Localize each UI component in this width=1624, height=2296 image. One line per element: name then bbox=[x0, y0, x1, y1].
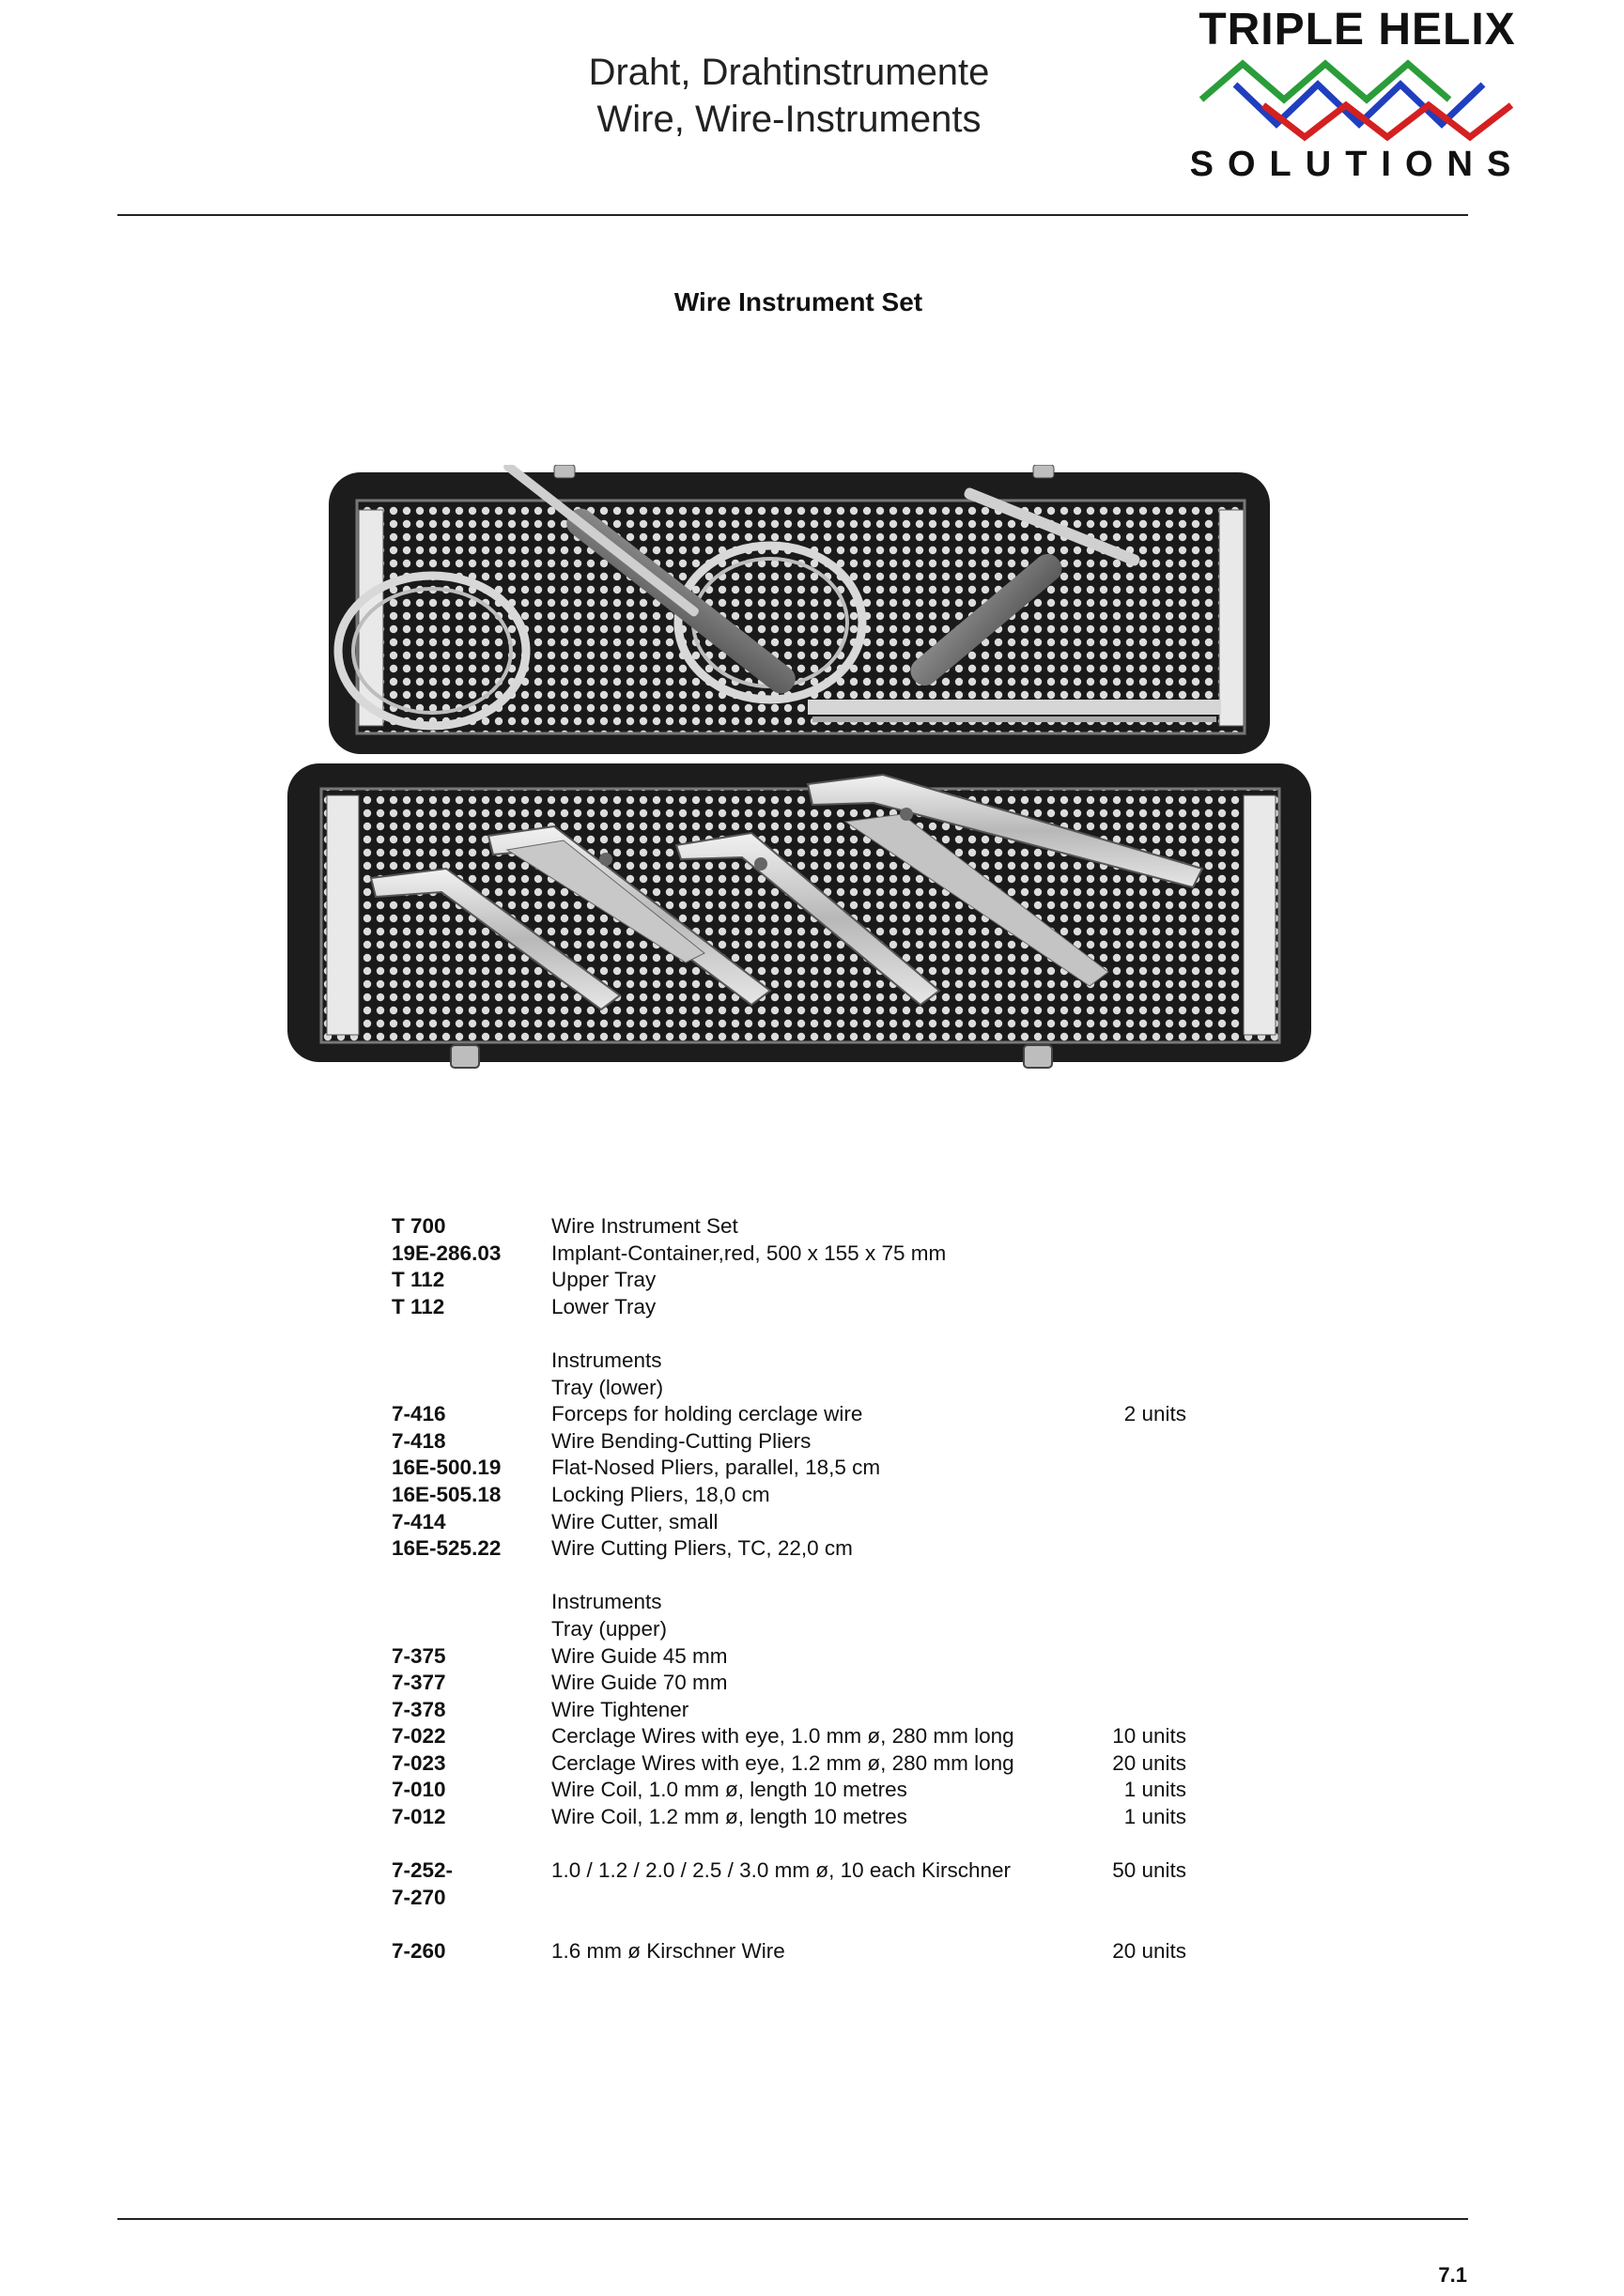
part-code: 7-023 bbox=[392, 1750, 446, 1775]
parts-row bbox=[392, 1320, 1237, 1348]
part-quantity: 1 units bbox=[1123, 1778, 1186, 1802]
parts-row bbox=[392, 1267, 1237, 1294]
part-description: Instruments bbox=[551, 1348, 662, 1372]
part-code: 7-414 bbox=[392, 1509, 446, 1533]
parts-row bbox=[392, 1401, 1237, 1428]
part-description: Cerclage Wires with eye, 1.2 mm ø, 280 mm long bbox=[551, 1750, 1014, 1775]
part-code: 7-010 bbox=[392, 1778, 446, 1802]
part-code: 16E-525.22 bbox=[392, 1536, 502, 1561]
parts-row bbox=[392, 1213, 1237, 1240]
page-header-title bbox=[357, 49, 1221, 143]
parts-row bbox=[392, 1885, 1237, 1912]
parts-row bbox=[392, 1348, 1237, 1375]
parts-row bbox=[392, 1831, 1237, 1858]
parts-row bbox=[392, 1563, 1237, 1590]
parts-row bbox=[392, 1938, 1237, 1965]
part-quantity: 1 units bbox=[1123, 1805, 1186, 1829]
set-title: Wire Instrument Set bbox=[673, 287, 923, 316]
part-code: 7-252- bbox=[392, 1858, 454, 1883]
upper-tray bbox=[329, 465, 1270, 754]
part-quantity: 10 units bbox=[1112, 1724, 1186, 1749]
parts-row bbox=[392, 1240, 1237, 1268]
parts-row bbox=[392, 1535, 1237, 1563]
part-description: Implant-Container,red, 500 x 155 x 75 mm bbox=[551, 1240, 947, 1265]
parts-row bbox=[392, 1589, 1237, 1616]
parts-row bbox=[392, 1723, 1237, 1750]
parts-row bbox=[392, 1455, 1237, 1482]
helix-logo-icon bbox=[1198, 56, 1517, 143]
parts-row bbox=[392, 1911, 1237, 1938]
header-title-english: Wire, Wire-Instruments bbox=[596, 99, 982, 140]
instrument-case-photo bbox=[282, 465, 1315, 1085]
part-description: Wire Coil, 1.0 mm ø, length 10 metres bbox=[551, 1778, 907, 1802]
brand-logo bbox=[1188, 4, 1526, 192]
lower-tray bbox=[287, 763, 1311, 1062]
parts-row bbox=[392, 1777, 1237, 1804]
part-code: T 112 bbox=[392, 1294, 445, 1318]
parts-row bbox=[392, 1804, 1237, 1831]
parts-list bbox=[392, 1213, 1237, 1965]
parts-row bbox=[392, 1294, 1237, 1321]
parts-row bbox=[392, 1509, 1237, 1536]
part-description: Tray (upper) bbox=[551, 1616, 667, 1641]
brand-name: TRIPLE HELIX bbox=[1199, 5, 1516, 54]
part-code: 16E-500.19 bbox=[392, 1456, 502, 1480]
part-quantity: 2 units bbox=[1123, 1402, 1186, 1426]
latch-right-icon bbox=[1024, 1045, 1052, 1068]
footer-divider bbox=[117, 2218, 1468, 2220]
part-code: 16E-505.18 bbox=[392, 1482, 502, 1506]
part-description: Wire Cutter, small bbox=[551, 1509, 719, 1533]
part-quantity: 20 units bbox=[1112, 1750, 1186, 1775]
parts-row bbox=[392, 1643, 1237, 1671]
part-code: 19E-286.03 bbox=[392, 1240, 502, 1265]
parts-row bbox=[392, 1428, 1237, 1456]
hinge-left-icon bbox=[554, 465, 575, 478]
parts-row bbox=[392, 1750, 1237, 1778]
part-code: 7-375 bbox=[392, 1643, 446, 1668]
part-code: T 112 bbox=[392, 1268, 445, 1292]
page-number: 7.1 bbox=[1438, 2263, 1467, 2287]
part-code: 7-260 bbox=[392, 1939, 446, 1964]
part-description: Cerclage Wires with eye, 1.0 mm ø, 280 mm long bbox=[551, 1724, 1014, 1749]
parts-row bbox=[392, 1616, 1237, 1643]
part-description: Locking Pliers, 18,0 cm bbox=[551, 1482, 770, 1506]
latch-left-icon bbox=[451, 1045, 479, 1068]
part-description: Forceps for holding cerclage wire bbox=[551, 1402, 863, 1426]
part-description: Wire Coil, 1.2 mm ø, length 10 metres bbox=[551, 1805, 907, 1829]
part-description: Lower Tray bbox=[551, 1294, 657, 1318]
hinge-right-icon bbox=[1033, 465, 1054, 478]
parts-row bbox=[392, 1482, 1237, 1509]
part-quantity: 20 units bbox=[1112, 1939, 1186, 1964]
header-divider bbox=[117, 214, 1468, 216]
header-title-german: Draht, Drahtinstrumente bbox=[588, 52, 990, 93]
parts-row bbox=[392, 1670, 1237, 1697]
part-code: 7-012 bbox=[392, 1805, 446, 1829]
part-description: Wire Tightener bbox=[551, 1697, 689, 1721]
parts-row bbox=[392, 1697, 1237, 1724]
part-description: Wire Bending-Cutting Pliers bbox=[551, 1428, 812, 1453]
part-quantity: 50 units bbox=[1112, 1858, 1186, 1883]
part-description: 1.6 mm ø Kirschner Wire bbox=[551, 1939, 785, 1964]
part-description: Instruments bbox=[551, 1590, 662, 1614]
part-code: 7-377 bbox=[392, 1671, 446, 1695]
part-code: 7-416 bbox=[392, 1402, 446, 1426]
part-code: 7-022 bbox=[392, 1724, 446, 1749]
part-description: Wire Guide 70 mm bbox=[551, 1671, 728, 1695]
part-description: Flat-Nosed Pliers, parallel, 18,5 cm bbox=[551, 1456, 881, 1480]
part-description: Wire Cutting Pliers, TC, 22,0 cm bbox=[551, 1536, 853, 1561]
part-description: Wire Guide 45 mm bbox=[551, 1643, 728, 1668]
parts-row bbox=[392, 1375, 1237, 1402]
part-code: 7-418 bbox=[392, 1428, 446, 1453]
part-description: Tray (lower) bbox=[551, 1375, 664, 1399]
part-code: 7-270 bbox=[392, 1885, 446, 1909]
part-description: Wire Instrument Set bbox=[551, 1214, 738, 1238]
part-description: Upper Tray bbox=[551, 1268, 657, 1292]
part-description: 1.0 / 1.2 / 2.0 / 2.5 / 3.0 mm ø, 10 each Kirschner bbox=[551, 1858, 1011, 1883]
parts-row bbox=[392, 1857, 1237, 1885]
part-code: 7-378 bbox=[392, 1697, 446, 1721]
brand-subtitle: SOLUTIONS bbox=[1189, 145, 1525, 184]
part-code: T 700 bbox=[392, 1214, 446, 1238]
